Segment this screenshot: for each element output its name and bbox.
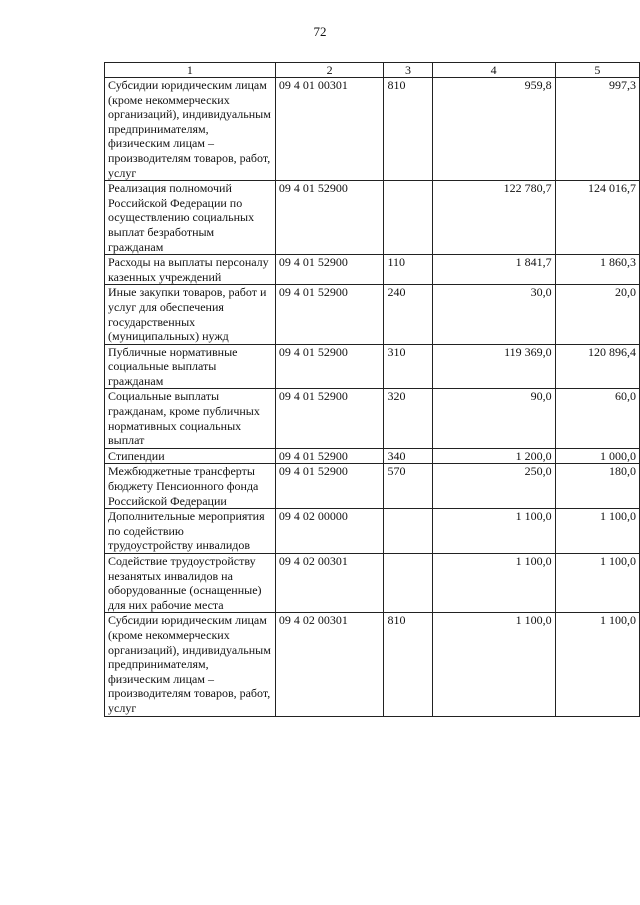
row-name: Реализация полномочий Российской Федерации по осуществлению социальных выплат безработным гражданам bbox=[105, 181, 276, 255]
table-row bbox=[105, 448, 640, 464]
table-row bbox=[105, 255, 640, 285]
row-code: 09 4 01 52900 bbox=[275, 255, 384, 285]
row-amount-year1: 1 100,0 bbox=[432, 554, 555, 613]
header-col-2: 2 bbox=[275, 63, 384, 78]
table-row bbox=[105, 613, 640, 716]
row-amount-year1: 122 780,7 bbox=[432, 181, 555, 255]
row-code: 09 4 02 00301 bbox=[275, 554, 384, 613]
row-amount-year1: 1 100,0 bbox=[432, 509, 555, 554]
row-code: 09 4 01 52900 bbox=[275, 464, 384, 509]
row-expense-type: 810 bbox=[384, 78, 432, 181]
table-row bbox=[105, 389, 640, 448]
row-amount-year2: 1 860,3 bbox=[555, 255, 639, 285]
row-amount-year2: 1 100,0 bbox=[555, 613, 639, 716]
row-amount-year2: 1 100,0 bbox=[555, 509, 639, 554]
table-row bbox=[105, 285, 640, 344]
row-code: 09 4 01 52900 bbox=[275, 181, 384, 255]
row-amount-year2: 120 896,4 bbox=[555, 344, 639, 389]
table-header-row bbox=[105, 63, 640, 78]
row-amount-year1: 1 200,0 bbox=[432, 448, 555, 464]
row-expense-type: 240 bbox=[384, 285, 432, 344]
row-amount-year2: 180,0 bbox=[555, 464, 639, 509]
row-amount-year1: 250,0 bbox=[432, 464, 555, 509]
row-amount-year1: 1 100,0 bbox=[432, 613, 555, 716]
row-expense-type: 570 bbox=[384, 464, 432, 509]
row-expense-type: 340 bbox=[384, 448, 432, 464]
row-name: Межбюджетные трансферты бюджету Пенсионного фонда Российской Федерации bbox=[105, 464, 276, 509]
row-name: Социальные выплаты гражданам, кроме публичных нормативных социальных выплат bbox=[105, 389, 276, 448]
row-expense-type: 110 bbox=[384, 255, 432, 285]
header-col-5: 5 bbox=[555, 63, 639, 78]
row-amount-year2: 20,0 bbox=[555, 285, 639, 344]
row-amount-year1: 959,8 bbox=[432, 78, 555, 181]
row-name: Субсидии юридическим лицам (кроме некоммерческих организаций), индивидуальным предпринимателям, физическим лицам – производителям товаров, работ, услуг bbox=[105, 613, 276, 716]
row-amount-year2: 1 000,0 bbox=[555, 448, 639, 464]
row-expense-type: 320 bbox=[384, 389, 432, 448]
row-name: Содействие трудоустройству незанятых инвалидов на оборудованные (оснащенные) для них рабочие места bbox=[105, 554, 276, 613]
table-row bbox=[105, 344, 640, 389]
row-name: Субсидии юридическим лицам (кроме некоммерческих организаций), индивидуальным предпринимателям, физическим лицам – производителям товаров, работ, услуг bbox=[105, 78, 276, 181]
row-expense-type: 810 bbox=[384, 613, 432, 716]
row-amount-year2: 60,0 bbox=[555, 389, 639, 448]
row-code: 09 4 02 00301 bbox=[275, 613, 384, 716]
budget-table bbox=[104, 62, 640, 717]
row-amount-year2: 997,3 bbox=[555, 78, 639, 181]
row-amount-year1: 119 369,0 bbox=[432, 344, 555, 389]
table-row bbox=[105, 464, 640, 509]
row-name: Расходы на выплаты персоналу казенных учреждений bbox=[105, 255, 276, 285]
row-amount-year2: 1 100,0 bbox=[555, 554, 639, 613]
header-col-3: 3 bbox=[384, 63, 432, 78]
row-code: 09 4 01 52900 bbox=[275, 344, 384, 389]
table-row bbox=[105, 78, 640, 181]
row-amount-year1: 90,0 bbox=[432, 389, 555, 448]
row-name: Стипендии bbox=[105, 448, 276, 464]
row-name: Дополнительные мероприятия по содействию трудоустройству инвалидов bbox=[105, 509, 276, 554]
table-row bbox=[105, 181, 640, 255]
row-expense-type: 310 bbox=[384, 344, 432, 389]
table-row bbox=[105, 554, 640, 613]
row-expense-type bbox=[384, 509, 432, 554]
page-number: 72 bbox=[313, 24, 327, 39]
row-expense-type bbox=[384, 554, 432, 613]
header-col-4: 4 bbox=[432, 63, 555, 78]
row-code: 09 4 01 52900 bbox=[275, 448, 384, 464]
row-expense-type bbox=[384, 181, 432, 255]
table-row bbox=[105, 509, 640, 554]
row-code: 09 4 01 52900 bbox=[275, 285, 384, 344]
row-amount-year1: 30,0 bbox=[432, 285, 555, 344]
row-amount-year1: 1 841,7 bbox=[432, 255, 555, 285]
header-col-1: 1 bbox=[105, 63, 276, 78]
row-code: 09 4 01 52900 bbox=[275, 389, 384, 448]
row-code: 09 4 02 00000 bbox=[275, 509, 384, 554]
row-name: Иные закупки товаров, работ и услуг для обеспечения государственных (муниципальных) нужд bbox=[105, 285, 276, 344]
row-name: Публичные нормативные социальные выплаты гражданам bbox=[105, 344, 276, 389]
row-code: 09 4 01 00301 bbox=[275, 78, 384, 181]
row-amount-year2: 124 016,7 bbox=[555, 181, 639, 255]
